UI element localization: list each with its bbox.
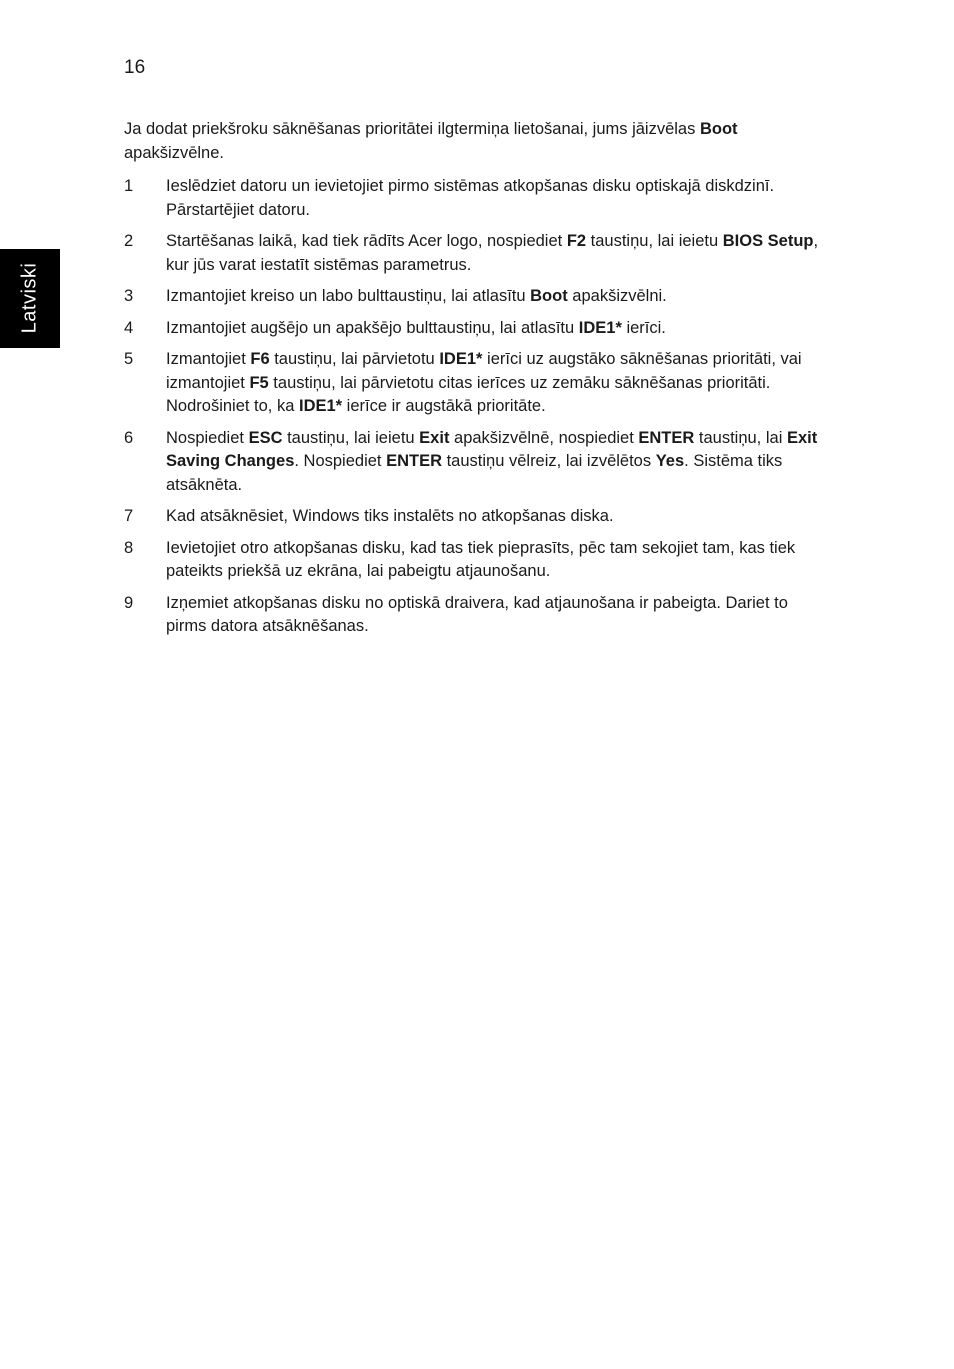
step-text: ierīci.: [621, 318, 666, 337]
step-text: Izmantojiet: [166, 350, 251, 368]
step-text: Izmantojiet kreiso un labo bulttaustiņu, lai atlasītu: [166, 287, 531, 305]
intro-bold-boot: Boot: [699, 120, 738, 138]
step-text: Startēšanas laikā, kad tiek rādīts Acer logo, nospiediet: [166, 232, 567, 250]
step-bold: IDE1*: [439, 350, 483, 368]
step-bold: F6: [250, 350, 270, 368]
list-item: [124, 537, 824, 584]
step-bold: Exit: [419, 428, 450, 447]
step-bold: F2: [566, 232, 587, 250]
list-item: [124, 505, 824, 529]
step-number: 7: [124, 507, 134, 525]
step-text: Kad atsāknēsiet, Windows tiks instalēts no atkopšanas diska.: [166, 507, 614, 525]
list-item: [124, 230, 824, 277]
step-text: taustiņu, lai ieietu: [282, 428, 420, 447]
step-number: 1: [124, 177, 134, 195]
steps-list: [124, 175, 824, 639]
step-text: taustiņu, lai pārvietotu citas ierīces uz zemāku sāknēšanas prioritāti. Nodrošiniet to, ka: [166, 373, 771, 415]
list-item: [124, 348, 824, 419]
step-text: taustiņu, lai pārvietotu: [269, 350, 440, 368]
step-text: , kur jūs varat iestatīt sistēmas parametrus.: [166, 232, 819, 274]
intro-paragraph: [124, 118, 824, 165]
step-text: apakšizvēlni.: [567, 287, 667, 305]
step-bold: Boot: [530, 287, 568, 305]
language-tab-label: Latviski: [18, 262, 41, 334]
step-number: 8: [124, 538, 134, 557]
step-text: Ieslēdziet datoru un ievietojiet pirmo sistēmas atkopšanas disku optiskajā diskdzinī. Pārstartējiet datoru.: [166, 177, 775, 219]
page-number: 16: [124, 57, 146, 78]
list-item: [124, 427, 824, 498]
step-text: Ievietojiet otro atkopšanas disku, kad tas tiek pieprasīts, pēc tam sekojiet tam, kas tiek pateikts priekšā uz ekrāna, lai pabeigtu atjaunošanu.: [166, 538, 796, 580]
step-text: . Sistēma tiks atsāknēta.: [166, 452, 783, 494]
list-item: [124, 285, 824, 309]
step-text: ierīci uz augstāko sāknēšanas prioritāti, vai izmantojiet: [166, 350, 802, 392]
step-bold: IDE1*: [298, 397, 343, 415]
step-bold: ESC: [248, 428, 283, 447]
step-bold: ENTER: [386, 452, 443, 470]
step-bold: ENTER: [638, 428, 695, 447]
step-number: 4: [124, 318, 134, 337]
step-text: taustiņu vēlreiz, lai izvēlētos: [442, 452, 656, 470]
step-text: Izmantojiet augšējo un apakšējo bulttaustiņu, lai atlasītu: [166, 318, 579, 337]
language-side-tab: [0, 249, 60, 348]
step-number: 9: [124, 593, 134, 612]
step-number: 2: [124, 232, 134, 250]
page-content: [124, 118, 824, 647]
step-number: 3: [124, 287, 134, 305]
step-text: Nospiediet: [166, 428, 249, 447]
step-text: ierīce ir augstākā prioritāte.: [342, 397, 546, 415]
step-text: taustiņu, lai: [694, 428, 787, 447]
step-bold: IDE1*: [578, 318, 622, 337]
step-text: . Nospiediet: [294, 452, 387, 470]
step-bold: Exit Saving Changes: [166, 428, 818, 470]
list-item: [124, 175, 824, 222]
step-number: 6: [124, 428, 134, 447]
step-bold: BIOS Setup: [722, 232, 814, 250]
list-item: [124, 592, 824, 639]
step-text: taustiņu, lai ieietu: [586, 232, 723, 250]
intro-text: Ja dodat priekšroku sāknēšanas prioritātei ilgtermiņa lietošanai, jums jāizvēlas: [124, 120, 700, 138]
list-item: [124, 317, 824, 341]
intro-text: apakšizvēlne.: [124, 143, 224, 162]
step-text: Izņemiet atkopšanas disku no optiskā draivera, kad atjaunošana ir pabeigta. Dariet to pirms datora atsāknēšanas.: [166, 593, 788, 635]
step-bold: Yes: [655, 452, 685, 470]
step-bold: F5: [249, 373, 269, 392]
step-number: 5: [124, 350, 134, 368]
step-text: apakšizvēlnē, nospiediet: [449, 428, 639, 447]
